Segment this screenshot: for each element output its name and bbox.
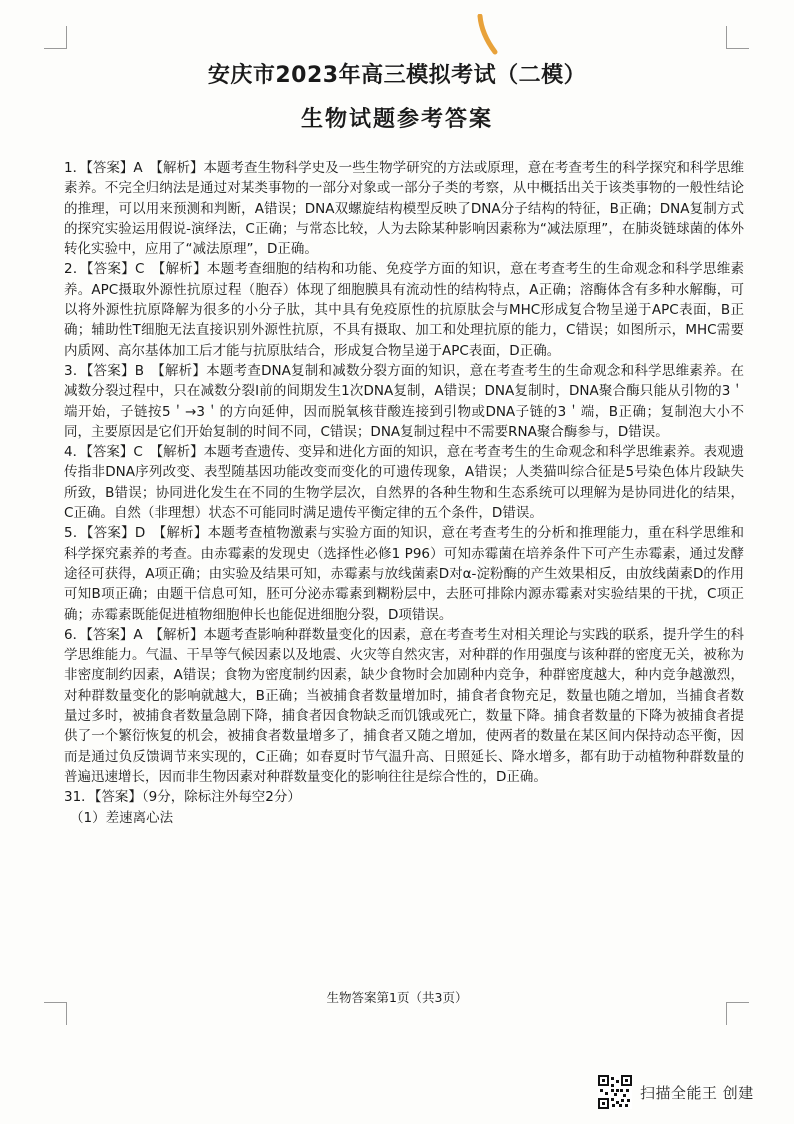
answer-body xyxy=(64,158,744,828)
answer-paragraph-1: 1．【答案】A 【解析】本题考查生物科学史及一些生物学研究的方法或原理，意在考查考生的科学探究和科学思维素养。不完全归纳法是通过对某类事物的一部分对象或一部分子类的考察，从中概括出关于该类事物的一般性结论的推理，可以用来预测和判断，A错误；DNA双螺旋结构模型反映了DNA分子结构的特征，B正确；DNA复制方式的探究实验运用假说-演绎法，C正确；与常态比较，人为去除某种影响因素称为“减法原理”，在肺炎链球菌的体外转化实验中，应用了“减法原理”，D正确。 xyxy=(64,160,744,258)
answer-paragraph-2: 2．【答案】C 【解析】本题考查细胞的结构和功能、免疫学方面的知识，意在考查考生的生命观念和科学思维素养。APC摄取外源性抗原过程（胞吞）体现了细胞膜具有流动性的结构特点，A正确；溶酶体含有多种水解酶，可以将外源性抗原降解为很多的小分子肽，其中具有免疫原性的抗原肽会与MHC形成复合物呈递于APC表面，B正确；辅助性T细胞无法直接识别外源性抗原，不具有摄取、加工和处理抗原的能力，C错误；如图所示，MHC需要内质网、高尔基体加工后才能与抗原肽结合，形成复合物呈递于APC表面，D正确。 xyxy=(64,261,744,359)
page-footer: 生物答案第1页（共3页） xyxy=(326,990,468,1005)
document-title: 安庆市2023年高三模拟考试（二模） xyxy=(207,63,587,88)
qr-code-icon xyxy=(598,1075,632,1109)
document-subtitle: 生物试题参考答案 xyxy=(300,107,493,132)
answer-paragraph-4: 4．【答案】C 【解析】本题考查遗传、变异和进化方面的知识，意在考查考生的生命观念和科学思维素养。表观遗传指非DNA序列改变、表型随基因功能改变而变化的可遗传现象，A错误；人类猫叫综合征是5号染色体片段缺失所致，B错误；协同进化发生在不同的生物学层次，自然界的各种生物和生态系统可以理解为是协同进化的结果，C正确。自然（非理想）状态不可能同时满足遗传平衡定律的五个条件，D错误。 xyxy=(64,444,744,522)
scan-watermark-label: 扫描全能王 创建 xyxy=(640,1083,754,1102)
pen-mark xyxy=(470,14,500,56)
answer-paragraph-31: 31．【答案】（9分，除标注外每空2分） xyxy=(64,789,301,806)
answer-paragraph-3: 3．【答案】B 【解析】本题考查DNA复制和减数分裂方面的知识，意在考查考生的生命观念和科学思维素养。在减数分裂过程中，只在减数分裂Ⅰ前的间期发生1次DNA复制，A错误；DNA复制时，DNA聚合酶只能从引物的3＇端开始，子链按5＇→3＇的方向延伸，因而脱氧核苷酸连接到引物或DNA子链的3＇端，B正确；复制泡大小不同，主要原因是它们开始复制的时间不同，C错误；DNA复制过程中不需要RNA聚合酶参与，D错误。 xyxy=(64,362,744,440)
crop-mark-top-left xyxy=(44,26,67,49)
scan-watermark xyxy=(598,1074,754,1110)
answer-sub-item-1: （1）差速离心法 xyxy=(70,809,174,826)
answer-paragraph-5: 5．【答案】D 【解析】本题考查植物激素与实验方面的知识，意在考查考生的分析和推理能力，重在科学思维和科学探究素养的考查。由赤霉素的发现史（选择性必修1 P96）可知赤霉菌在培养条件下可产生赤霉素，通过发酵途径可获得，A项正确；由实验及结果可知，赤霉素与放线菌素D对α-淀粉酶的产生效果相反，由放线菌素D的作用可知B项正确；由题干信息可知，胚可分泌赤霉素到糊粉层中，去胚可排除内源赤霉素对实验结果的干扰，C项正确；赤霉素既能促进植物细胞伸长也能促进细胞分裂，D项错误。 xyxy=(64,525,744,623)
crop-mark-top-right xyxy=(726,26,749,49)
answer-paragraph-6: 6．【答案】A 【解析】本题考查影响种群数量变化的因素，意在考查考生对相关理论与实践的联系，提升学生的科学思维能力。气温、干旱等气候因素以及地震、火灾等自然灾害，对种群的作用强度与该种群的密度无关，被称为非密度制约因素，A错误；食物为密度制约因素，缺少食物时会加剧种内竞争，种群密度越大，种内竞争越激烈，对种群数量变化的影响就越大，B正确；当被捕食者数量增加时，捕食者食物充足，数量也随之增加，当捕食者数量过多时，被捕食者数量急剧下降，捕食者因食物缺乏而饥饿或死亡，数量下降。捕食者数量的下降为被捕食者提供了一个繁衍恢复的机会，被捕食者数量增多了，捕食者又随之增加，使两者的数量在某区间内保持动态平衡，因而是通过负反馈调节来实现的，C正确；如春夏时节气温升高、日照延长、降水增多，都有助于动植物种群数量的普遍迅速增长，因而非生物因素对种群数量变化的影响往往是综合性的，D正确。 xyxy=(64,626,744,785)
